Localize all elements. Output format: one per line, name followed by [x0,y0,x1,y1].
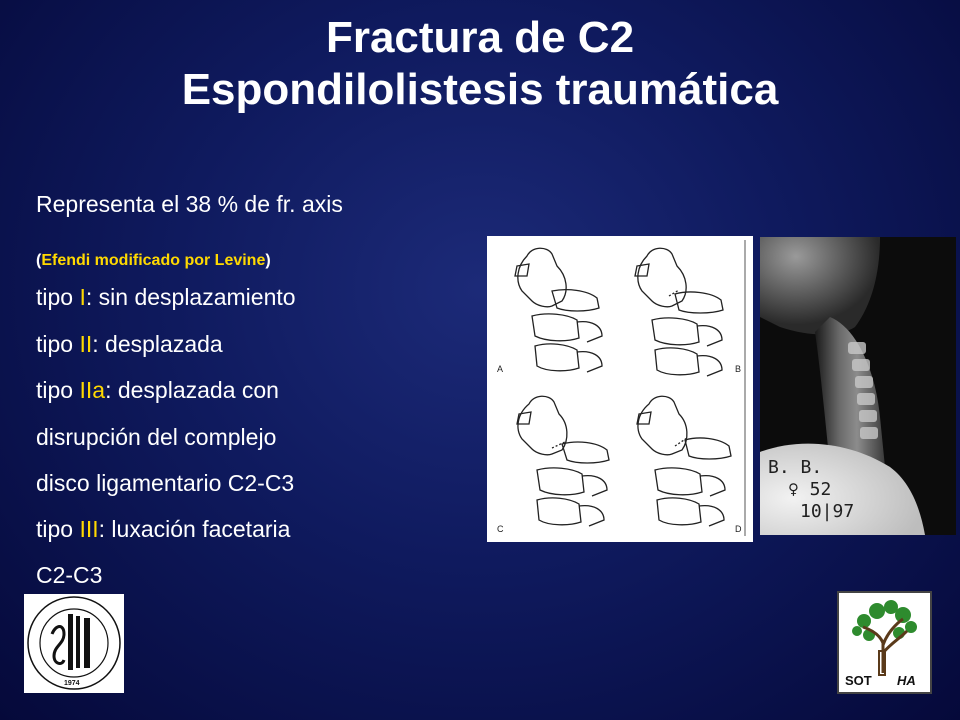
type-number: IIa [79,377,106,403]
title-line-2: Espondilolistesis traumática [181,65,779,114]
type-number: II [79,331,93,357]
type-prefix: tipo [36,377,80,403]
seal-icon [24,594,124,693]
type-desc: : sin desplazamiento [85,284,296,310]
vertebrae-drawing [487,236,753,542]
type-line-3 [36,377,279,404]
type-desc: : desplazada con [105,377,279,403]
type-line-4: disrupción del complejo [36,424,277,450]
reference-note [36,252,271,270]
panel-label-c: C [497,524,504,534]
panel-label-d: D [735,524,742,534]
tree-logo-icon [839,593,930,692]
xray-handwriting-3: 10|97 [800,501,855,522]
reference-text: Efendi modificado por Levine [41,252,266,269]
type-prefix: tipo [36,516,80,542]
xray-drawing [760,237,956,535]
society-seal-logo [24,594,124,693]
sotha-text-b: HA [897,673,916,688]
title-line-1: Fractura de C2 [325,13,635,62]
xray-handwriting-1: B. B. [768,457,823,478]
sotha-text-a: SOT [845,673,872,688]
fracture-diagram [487,236,753,542]
intro-text: Representa el 38 % de fr. axis [36,191,343,217]
type-line-7: C2-C3 [36,562,103,588]
type-prefix: tipo [36,331,80,357]
type-line-1 [36,284,296,311]
type-desc: : desplazada [92,331,223,357]
type-line-5: disco ligamentario C2-C3 [36,470,295,496]
reference-open: ( [36,252,42,269]
sotha-logo [837,591,932,694]
reference-close: ) [265,252,271,269]
type-desc: : luxación facetaria [98,516,291,542]
type-line-2 [36,331,223,358]
type-prefix: tipo [36,284,80,310]
type-line-6 [36,516,290,543]
seal-year: 1974 [64,680,80,687]
xray-image [760,237,956,535]
xray-handwriting-2: ♀ 52 [788,479,832,500]
type-number: I [79,284,86,310]
panel-label-b: B [735,364,742,374]
panel-label-a: A [497,364,504,374]
type-number: III [79,516,99,542]
slide-title [0,12,960,116]
